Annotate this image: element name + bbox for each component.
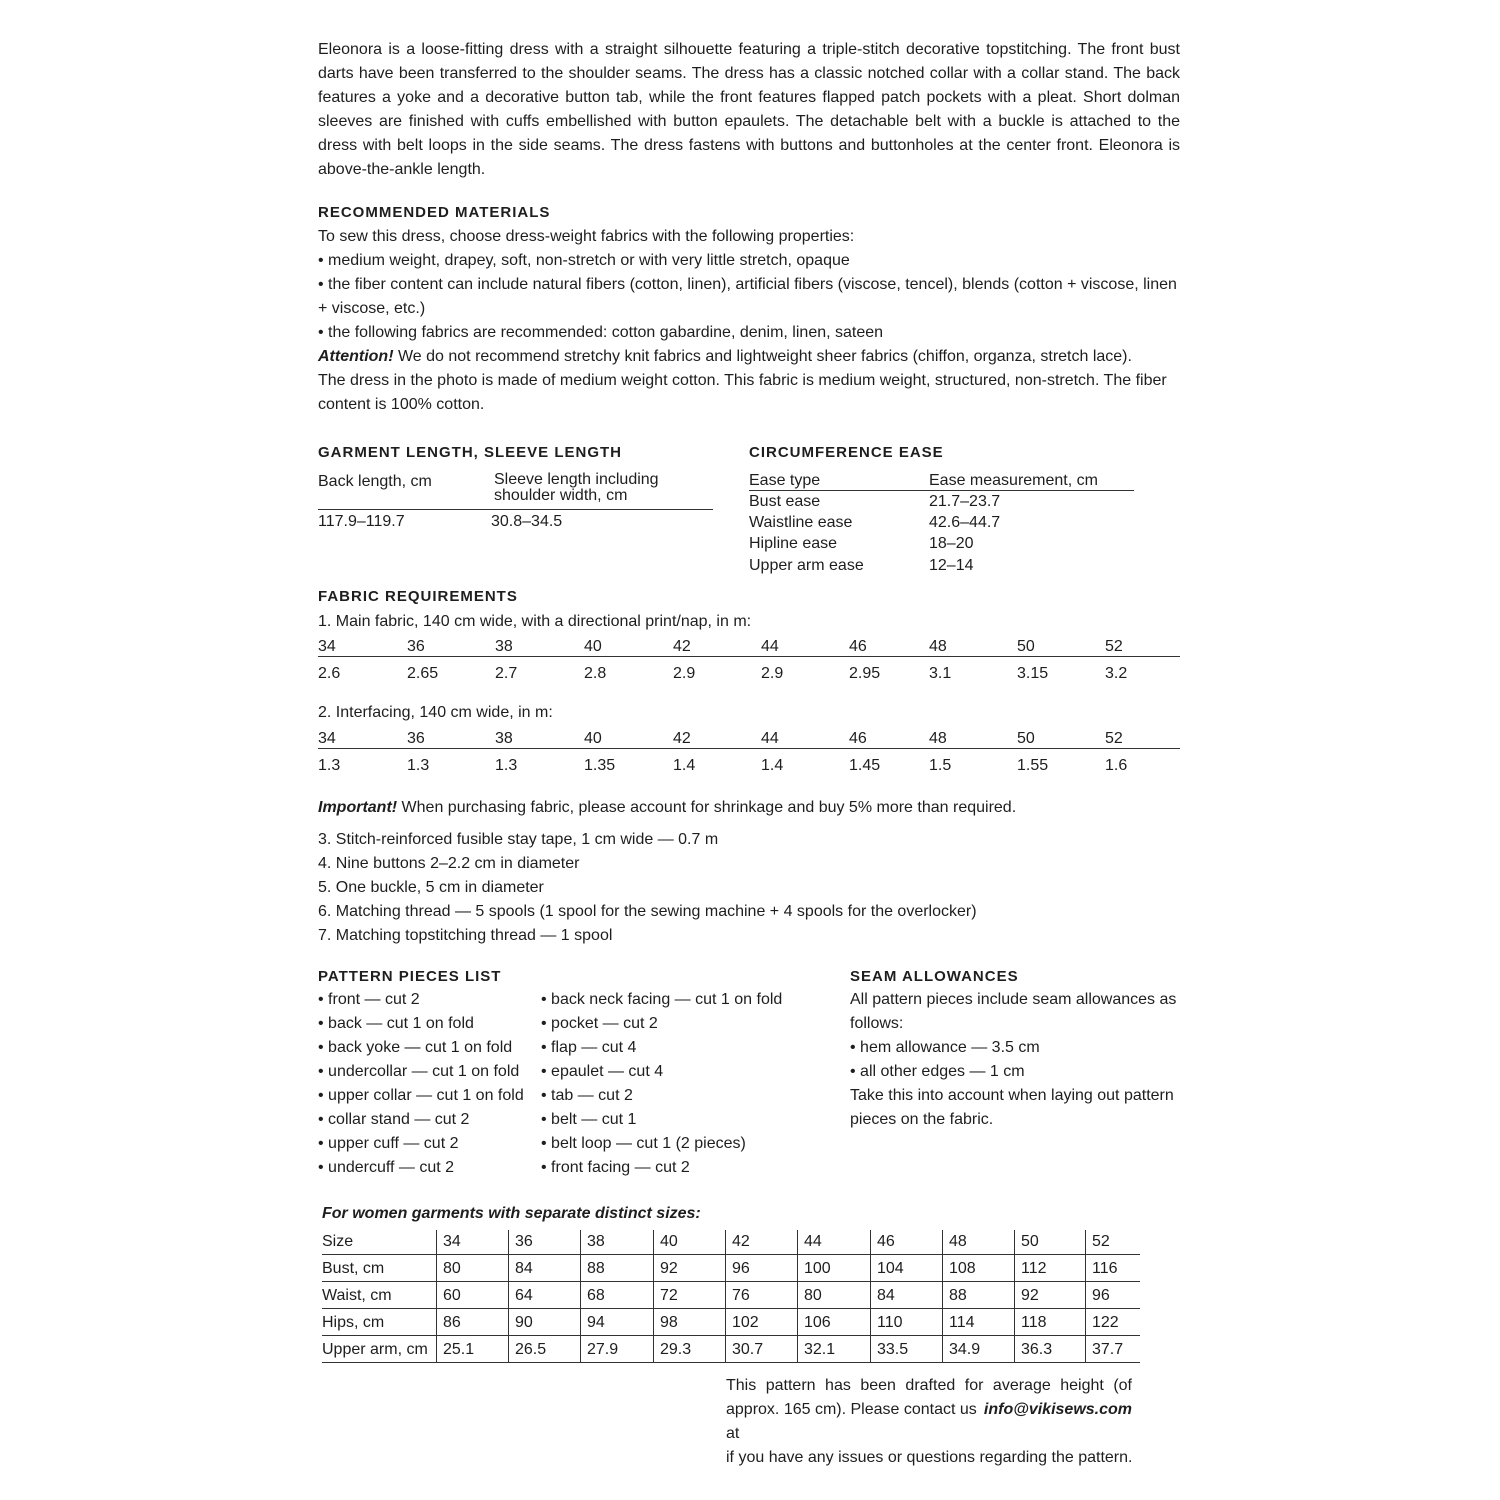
interfacing-label: 2. Interfacing, 140 cm wide, in m: bbox=[318, 704, 553, 721]
sleeve-length-header bbox=[494, 472, 659, 504]
fabric-cell: 2.95 bbox=[849, 665, 881, 682]
fabric-cell: 44 bbox=[761, 730, 779, 747]
size-chart-cell: 114 bbox=[949, 1314, 975, 1331]
piece-item: • epaulet — cut 4 bbox=[541, 1063, 664, 1080]
size-chart-row-label: Bust, cm bbox=[322, 1260, 385, 1277]
size-chart-col-rule bbox=[436, 1230, 437, 1362]
ease-type: Upper arm ease bbox=[749, 557, 864, 574]
fabric-cell: 1.4 bbox=[673, 757, 696, 774]
fabric-cell: 52 bbox=[1105, 730, 1123, 747]
fabric-cell: 2.6 bbox=[318, 665, 341, 682]
size-chart-col-rule bbox=[508, 1230, 509, 1362]
size-chart-cell: 90 bbox=[515, 1314, 533, 1331]
seam-line: All pattern pieces include seam allowances as bbox=[850, 991, 1177, 1008]
ease-heading: CIRCUMFERENCE EASE bbox=[749, 444, 944, 461]
size-chart-cell: 118 bbox=[1021, 1314, 1047, 1331]
attention-label: Attention! bbox=[318, 348, 394, 365]
size-chart-cell: 116 bbox=[1092, 1260, 1118, 1277]
size-chart-title bbox=[322, 1204, 701, 1224]
ease-measure-header: Ease measurement, cm bbox=[929, 472, 1098, 489]
size-chart-cell: 110 bbox=[877, 1314, 903, 1331]
fabric-cell: 1.4 bbox=[761, 757, 784, 774]
seam-heading: SEAM ALLOWANCES bbox=[850, 968, 1019, 985]
size-chart-cell: 40 bbox=[660, 1233, 678, 1250]
fabric-cell: 2.9 bbox=[761, 665, 784, 682]
footer-line bbox=[726, 1398, 1132, 1446]
fabric-cell: 2.7 bbox=[495, 665, 518, 682]
size-chart-row-label: Hips, cm bbox=[322, 1314, 385, 1331]
size-chart-col-rule bbox=[942, 1230, 943, 1362]
fabric-cell: 1.5 bbox=[929, 757, 952, 774]
piece-item: • collar stand — cut 2 bbox=[318, 1111, 470, 1128]
notion-item: 5. One buckle, 5 cm in diameter bbox=[318, 879, 544, 896]
size-chart-col-rule bbox=[725, 1230, 726, 1362]
ease-type: Waistline ease bbox=[749, 514, 853, 531]
size-chart-cell: 122 bbox=[1092, 1314, 1119, 1331]
piece-item: • back — cut 1 on fold bbox=[318, 1015, 474, 1032]
pieces-heading: PATTERN PIECES LIST bbox=[318, 968, 502, 985]
important-label: Important! bbox=[318, 799, 398, 816]
materials-section bbox=[318, 225, 1180, 417]
size-chart-cell: 25.1 bbox=[443, 1341, 475, 1358]
seam-line: • all other edges — 1 cm bbox=[850, 1063, 1025, 1080]
piece-item: • belt — cut 1 bbox=[541, 1111, 637, 1128]
fabric-cell: 50 bbox=[1017, 730, 1035, 747]
footer-note bbox=[726, 1374, 1132, 1470]
size-chart-row-rule bbox=[322, 1335, 1140, 1336]
fabric-cell: 2.9 bbox=[673, 665, 696, 682]
fabric-cell: 52 bbox=[1105, 638, 1123, 655]
notion-item: 7. Matching topstitching thread — 1 spool bbox=[318, 927, 613, 944]
size-chart-cell: 42 bbox=[732, 1233, 750, 1250]
size-chart-col-rule bbox=[870, 1230, 871, 1362]
piece-item: • back neck facing — cut 1 on fold bbox=[541, 991, 783, 1008]
piece-item: • front facing — cut 2 bbox=[541, 1159, 690, 1176]
piece-item: • undercuff — cut 2 bbox=[318, 1159, 455, 1176]
size-chart-cell: 102 bbox=[732, 1314, 759, 1331]
size-chart-cell: 88 bbox=[587, 1260, 605, 1277]
size-chart-cell: 44 bbox=[804, 1233, 822, 1250]
size-chart-col-rule bbox=[1014, 1230, 1015, 1362]
size-chart-cell: 86 bbox=[443, 1314, 461, 1331]
fabric-cell: 1.3 bbox=[495, 757, 518, 774]
fabric-heading: FABRIC REQUIREMENTS bbox=[318, 588, 518, 605]
size-chart-cell: 34.9 bbox=[949, 1341, 981, 1358]
size-chart-cell: 30.7 bbox=[732, 1341, 764, 1358]
size-chart-cell: 76 bbox=[732, 1287, 750, 1304]
ease-value: 18–20 bbox=[929, 535, 974, 552]
fabric-cell: 48 bbox=[929, 638, 947, 655]
fabric-cell: 44 bbox=[761, 638, 779, 655]
fabric-cell: 34 bbox=[318, 730, 336, 747]
pieces-col-2 bbox=[541, 988, 782, 1180]
size-chart-cell: 80 bbox=[443, 1260, 461, 1277]
fabric-cell: 34 bbox=[318, 638, 336, 655]
materials-lead: To sew this dress, choose dress-weight fabrics with the following properties: bbox=[318, 228, 855, 245]
sleeve-header-line: Sleeve length including bbox=[494, 471, 659, 488]
size-chart-cell: 98 bbox=[660, 1314, 678, 1331]
size-chart-cell: 33.5 bbox=[877, 1341, 909, 1358]
piece-item: • front — cut 2 bbox=[318, 991, 420, 1008]
ease-value: 21.7–23.7 bbox=[929, 493, 1001, 510]
sleeve-header-line: shoulder width, cm bbox=[494, 487, 628, 504]
footer-line: This pattern has been drafted for average height (of bbox=[726, 1377, 1132, 1394]
fabric-cell: 42 bbox=[673, 638, 691, 655]
fabric-cell: 2.65 bbox=[407, 665, 439, 682]
size-chart-title-text: For women garments with separate distinct sizes: bbox=[322, 1205, 701, 1222]
notion-item: 4. Nine buttons 2–2.2 cm in diameter bbox=[318, 855, 580, 872]
size-chart-row-rule bbox=[322, 1308, 1140, 1309]
contact-email: info@vikisews.com bbox=[983, 1401, 1132, 1418]
piece-item: • upper collar — cut 1 on fold bbox=[318, 1087, 524, 1104]
fabric-cell: 3.1 bbox=[929, 665, 952, 682]
piece-item: • undercollar — cut 1 on fold bbox=[318, 1063, 520, 1080]
size-chart-cell: 96 bbox=[1092, 1287, 1110, 1304]
photo-note: The dress in the photo is made of medium weight cotton. This fabric is medium weight, structured, non-stretch. The fiber content is 100% cotton. bbox=[318, 372, 1167, 413]
attention-text: We do not recommend stretchy knit fabrics and lightweight sheer fabrics (chiffon, organza, stretch lace). bbox=[393, 348, 1132, 365]
fabric-cell: 3.15 bbox=[1017, 665, 1049, 682]
ease-value: 12–14 bbox=[929, 557, 974, 574]
fabric-cell: 1.55 bbox=[1017, 757, 1049, 774]
intro-paragraph: Eleonora is a loose-fitting dress with a straight silhouette featuring a triple-stitch decorative topstitching. The front bust darts have been transferred to the shoulder seams. The dress has a classic notched collar with a collar stand. The back features a yoke and a decorative button tab, while the front features flapped patch pockets with a pleat. Short dolman sleeves are finished with cuffs embellished with button epaulets. The detachable belt with a buckle is attached to the dress with belt loops in the side seams. The dress fastens with buttons and buttonholes at the center front. Eleonora is above-the-ankle length. bbox=[318, 41, 1180, 178]
size-chart-cell: 88 bbox=[949, 1287, 967, 1304]
size-chart-cell: 80 bbox=[804, 1287, 822, 1304]
size-chart-cell: 27.9 bbox=[587, 1341, 619, 1358]
size-chart-cell: 68 bbox=[587, 1287, 605, 1304]
size-chart-col-rule bbox=[797, 1230, 798, 1362]
size-chart-cell: 106 bbox=[804, 1314, 831, 1331]
back-length-header: Back length, cm bbox=[318, 473, 432, 490]
materials-bullet: • medium weight, drapey, soft, non-stretch or with very little stretch, opaque bbox=[318, 252, 850, 269]
size-chart-row-rule bbox=[322, 1254, 1140, 1255]
size-chart-cell: 52 bbox=[1092, 1233, 1110, 1250]
fabric-cell: 46 bbox=[849, 638, 867, 655]
piece-item: • back yoke — cut 1 on fold bbox=[318, 1039, 513, 1056]
fabric-cell: 1.35 bbox=[584, 757, 616, 774]
piece-item: • tab — cut 2 bbox=[541, 1087, 633, 1104]
fabric-cell: 48 bbox=[929, 730, 947, 747]
size-chart-col-rule bbox=[653, 1230, 654, 1362]
notion-item: 3. Stitch-reinforced fusible stay tape, 1 cm wide — 0.7 m bbox=[318, 831, 719, 848]
size-chart-cell: 112 bbox=[1021, 1260, 1047, 1277]
size-chart-row-label: Waist, cm bbox=[322, 1287, 392, 1304]
size-chart-cell: 92 bbox=[1021, 1287, 1039, 1304]
footer-line: if you have any issues or questions regarding the pattern. bbox=[726, 1449, 1133, 1466]
ease-value: 42.6–44.7 bbox=[929, 514, 1001, 531]
size-chart-cell: 48 bbox=[949, 1233, 967, 1250]
materials-heading: RECOMMENDED MATERIALS bbox=[318, 204, 551, 221]
notion-item: 6. Matching thread — 5 spools (1 spool for the sewing machine + 4 spools for the overlocker) bbox=[318, 903, 977, 920]
size-chart-cell: 38 bbox=[587, 1233, 605, 1250]
garment-length-rule bbox=[318, 509, 713, 510]
main-fabric-rule bbox=[318, 656, 1180, 657]
size-chart-cell: 34 bbox=[443, 1233, 461, 1250]
size-chart-cell: 104 bbox=[877, 1260, 904, 1277]
main-fabric-label: 1. Main fabric, 140 cm wide, with a directional print/nap, in m: bbox=[318, 613, 752, 630]
size-chart-cell: 50 bbox=[1021, 1233, 1039, 1250]
size-chart-cell: 84 bbox=[515, 1260, 533, 1277]
seam-line: follows: bbox=[850, 1015, 904, 1032]
size-chart-cell: 26.5 bbox=[515, 1341, 547, 1358]
important-note bbox=[318, 798, 1016, 818]
size-chart-cell: 64 bbox=[515, 1287, 533, 1304]
fabric-cell: 40 bbox=[584, 638, 602, 655]
piece-item: • pocket — cut 2 bbox=[541, 1015, 658, 1032]
ease-type: Bust ease bbox=[749, 493, 821, 510]
fabric-cell: 38 bbox=[495, 730, 513, 747]
sleeve-length-value: 30.8–34.5 bbox=[491, 513, 563, 530]
fabric-cell: 42 bbox=[673, 730, 691, 747]
materials-bullet: • the following fabrics are recommended: cotton gabardine, denim, linen, sateen bbox=[318, 324, 884, 341]
size-chart-cell: 84 bbox=[877, 1287, 895, 1304]
size-chart-row-label: Size bbox=[322, 1233, 354, 1250]
fabric-cell: 1.3 bbox=[318, 757, 341, 774]
attention-note bbox=[318, 345, 1180, 369]
size-chart-cell: 60 bbox=[443, 1287, 461, 1304]
fabric-cell: 50 bbox=[1017, 638, 1035, 655]
size-chart-col-rule bbox=[580, 1230, 581, 1362]
seam-line: • hem allowance — 3.5 cm bbox=[850, 1039, 1040, 1056]
fabric-cell: 36 bbox=[407, 730, 425, 747]
size-chart-row-rule bbox=[322, 1281, 1140, 1282]
fabric-cell: 2.8 bbox=[584, 665, 607, 682]
size-chart-cell: 108 bbox=[949, 1260, 976, 1277]
notions-list bbox=[318, 828, 977, 948]
pieces-col-1 bbox=[318, 988, 524, 1180]
seam-text bbox=[850, 988, 1176, 1132]
materials-bullet: • the fiber content can include natural fibers (cotton, linen), artificial fibers (viscose, tencel), blends (cotton + viscose, linen + viscose, etc.) bbox=[318, 276, 1177, 317]
back-length-value: 117.9–119.7 bbox=[318, 513, 405, 530]
size-chart-cell: 29.3 bbox=[660, 1341, 692, 1358]
footer-line-2: approx. 165 cm). Please contact us at bbox=[726, 1401, 977, 1442]
size-chart-cell: 36.3 bbox=[1021, 1341, 1053, 1358]
ease-type: Hipline ease bbox=[749, 535, 838, 552]
fabric-cell: 36 bbox=[407, 638, 425, 655]
fabric-cell: 3.2 bbox=[1105, 665, 1128, 682]
fabric-cell: 46 bbox=[849, 730, 867, 747]
ease-rule bbox=[749, 490, 1134, 491]
fabric-cell: 1.3 bbox=[407, 757, 430, 774]
seam-line: pieces on the fabric. bbox=[850, 1111, 994, 1128]
interfacing-rule bbox=[318, 748, 1180, 749]
seam-line: Take this into account when laying out pattern bbox=[850, 1087, 1174, 1104]
size-chart-cell: 46 bbox=[877, 1233, 895, 1250]
piece-item: • flap — cut 4 bbox=[541, 1039, 637, 1056]
size-chart-cell: 72 bbox=[660, 1287, 678, 1304]
size-chart-cell: 32.1 bbox=[804, 1341, 836, 1358]
garment-length-heading: GARMENT LENGTH, SLEEVE LENGTH bbox=[318, 444, 623, 461]
size-chart-cell: 36 bbox=[515, 1233, 533, 1250]
fabric-cell: 1.6 bbox=[1105, 757, 1128, 774]
important-text: When purchasing fabric, please account for shrinkage and buy 5% more than required. bbox=[397, 799, 1017, 816]
piece-item: • upper cuff — cut 2 bbox=[318, 1135, 459, 1152]
ease-type-header: Ease type bbox=[749, 472, 821, 489]
fabric-cell: 40 bbox=[584, 730, 602, 747]
size-chart-cell: 100 bbox=[804, 1260, 831, 1277]
fabric-cell: 38 bbox=[495, 638, 513, 655]
size-chart-cell: 37.7 bbox=[1092, 1341, 1124, 1358]
size-chart-row-rule bbox=[322, 1362, 1140, 1363]
piece-item: • belt loop — cut 1 (2 pieces) bbox=[541, 1135, 746, 1152]
size-chart-col-rule bbox=[1085, 1230, 1086, 1362]
size-chart-cell: 92 bbox=[660, 1260, 678, 1277]
size-chart-cell: 94 bbox=[587, 1314, 605, 1331]
size-chart-row-label: Upper arm, cm bbox=[322, 1341, 428, 1358]
fabric-cell: 1.45 bbox=[849, 757, 881, 774]
size-chart-cell: 96 bbox=[732, 1260, 750, 1277]
